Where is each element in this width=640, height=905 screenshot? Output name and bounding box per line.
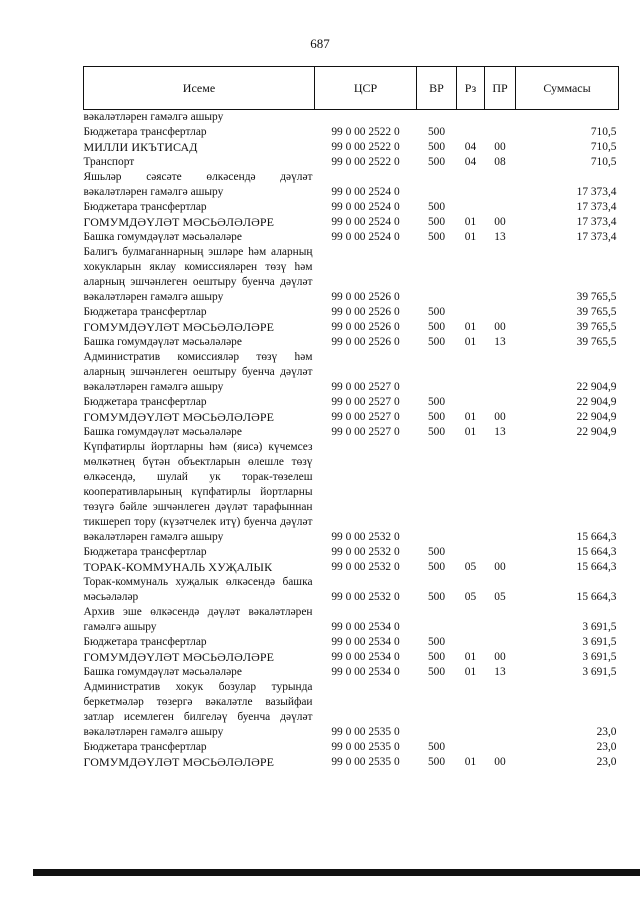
- table-row: [84, 320, 619, 335]
- cell-sum: 710,5: [590, 156, 617, 168]
- cell-csr: 99 0 00 2527 0: [331, 396, 400, 408]
- cell-pr: 13: [494, 231, 506, 243]
- cell-vr: 500: [427, 636, 446, 648]
- cell-csr: 99 0 00 2524 0: [331, 231, 400, 243]
- cell-vr: [417, 245, 457, 305]
- table-row: [84, 395, 619, 410]
- cell-rz: [457, 110, 485, 126]
- cell-pr: 00: [494, 411, 506, 423]
- cell-sum: 3 691,5: [582, 621, 617, 633]
- cell-pr: 13: [494, 666, 506, 678]
- budget-table-container: [83, 66, 618, 770]
- table-row: [84, 245, 619, 305]
- column-header-csr: ЦСР: [315, 67, 417, 110]
- cell-csr: 99 0 00 2532 0: [331, 561, 400, 573]
- cell-csr: 99 0 00 2522 0: [331, 156, 400, 168]
- cell-name: Бюджетара трансфертлар: [83, 306, 207, 318]
- table-row: [84, 755, 619, 770]
- cell-vr: 500: [427, 651, 446, 663]
- cell-sum: 22 904,9: [576, 426, 617, 438]
- table-row: [84, 110, 619, 126]
- cell-sum: 3 691,5: [582, 666, 617, 678]
- cell-pr: 00: [494, 756, 506, 768]
- cell-pr: 08: [494, 156, 506, 168]
- cell-sum: 39 765,5: [576, 336, 617, 348]
- cell-csr: 99 0 00 2535 0: [331, 726, 400, 738]
- cell-csr: 99 0 00 2526 0: [331, 291, 400, 303]
- cell-vr: 500: [427, 756, 446, 768]
- cell-csr: 99 0 00 2526 0: [331, 306, 400, 318]
- cell-vr: [417, 170, 457, 200]
- cell-sum: 23,0: [596, 756, 617, 768]
- cell-pr: [485, 350, 516, 395]
- cell-name: Бюджетара трансфертлар: [83, 636, 207, 648]
- table-row: [84, 140, 619, 155]
- cell-pr: [485, 740, 516, 755]
- cell-sum: 22 904,9: [576, 411, 617, 423]
- cell-csr: [315, 110, 417, 126]
- cell-name: Бюджетара трансфертлар: [83, 546, 207, 558]
- table-row: [84, 575, 619, 605]
- cell-sum: 39 765,5: [576, 321, 617, 333]
- table-row: [84, 740, 619, 755]
- cell-rz: 01: [464, 231, 477, 243]
- cell-sum: 15 664,3: [576, 591, 617, 603]
- cell-name: ГОМУМДӘҮЛӘТ МӘСЬӘЛӘЛӘРЕ: [83, 650, 275, 664]
- cell-rz: [457, 740, 485, 755]
- cell-rz: [457, 350, 485, 395]
- cell-pr: 00: [494, 651, 506, 663]
- cell-rz: 01: [464, 321, 477, 333]
- cell-csr: 99 0 00 2527 0: [331, 426, 400, 438]
- cell-pr: 05: [494, 591, 506, 603]
- cell-vr: 500: [427, 561, 446, 573]
- table-row: [84, 560, 619, 575]
- cell-name: Административ комиссияләр төзү һәм аларның эшчәнлеген оештыру буенча дәүләт вәкаләтләрен гамәлгә ашыру: [83, 351, 313, 393]
- cell-sum: 17 373,4: [576, 231, 617, 243]
- cell-vr: 500: [427, 666, 446, 678]
- cell-pr: [485, 125, 516, 140]
- cell-name: Башка гомумдәүләт мәсьәләләре: [83, 666, 242, 678]
- cell-name: Бюджетара трансфертлар: [83, 396, 207, 408]
- cell-rz: [457, 305, 485, 320]
- cell-name: Бюджетара трансфертлар: [83, 741, 207, 753]
- table-row: [84, 680, 619, 740]
- cell-name: Административ хокук бозулар турында беркетмәләр төзергә вәкаләтле вазыйфаи затлар исемлеген билгеләү буенча дәүләт вәкаләтләрен гамәлгә ашыру: [83, 681, 313, 738]
- cell-csr: 99 0 00 2522 0: [331, 141, 400, 153]
- cell-pr: [485, 680, 516, 740]
- cell-vr: 500: [427, 321, 446, 333]
- cell-vr: 500: [427, 336, 446, 348]
- cell-vr: [417, 350, 457, 395]
- cell-pr: [485, 200, 516, 215]
- cell-csr: 99 0 00 2524 0: [331, 201, 400, 213]
- cell-vr: 500: [427, 126, 446, 138]
- cell-rz: [457, 395, 485, 410]
- cell-name: Башка гомумдәүләт мәсьәләләре: [83, 231, 242, 243]
- cell-rz: [457, 440, 485, 545]
- cell-name: Транспорт: [83, 156, 135, 168]
- table-row: [84, 200, 619, 215]
- cell-sum: 710,5: [590, 126, 617, 138]
- cell-sum: 15 664,3: [576, 531, 617, 543]
- cell-pr: 00: [494, 216, 506, 228]
- cell-sum: 15 664,3: [576, 561, 617, 573]
- cell-sum: 22 904,9: [576, 396, 617, 408]
- cell-pr: 00: [494, 141, 506, 153]
- cell-name: МИЛЛИ ИКЪТИСАД: [83, 140, 198, 154]
- table-row: [84, 635, 619, 650]
- page-number: 687: [310, 36, 330, 51]
- cell-pr: [485, 440, 516, 545]
- cell-vr: 500: [427, 411, 446, 423]
- cell-name: Башка гомумдәүләт мәсьәләләре: [83, 426, 242, 438]
- cell-csr: 99 0 00 2527 0: [331, 381, 400, 393]
- column-header-vr: ВР: [417, 67, 457, 110]
- cell-rz: 01: [464, 756, 477, 768]
- cell-name: Яшьләр сәясәте өлкәсендә дәүләт вәкаләтләрен гамәлгә ашыру: [83, 171, 313, 198]
- cell-csr: 99 0 00 2535 0: [331, 756, 400, 768]
- cell-vr: 500: [427, 216, 446, 228]
- cell-name: ГОМУМДӘҮЛӘТ МӘСЬӘЛӘЛӘРЕ: [83, 755, 275, 769]
- cell-vr: [417, 110, 457, 126]
- cell-csr: 99 0 00 2524 0: [331, 216, 400, 228]
- table-row: [84, 605, 619, 635]
- cell-pr: [485, 605, 516, 635]
- cell-vr: 500: [427, 231, 446, 243]
- cell-sum: 39 765,5: [576, 306, 617, 318]
- cell-sum: 15 664,3: [576, 546, 617, 558]
- cell-name: Торак-коммуналь хуҗалык өлкәсендә башка мәсьәләләр: [83, 576, 313, 603]
- cell-csr: 99 0 00 2534 0: [331, 666, 400, 678]
- cell-csr: 99 0 00 2535 0: [331, 741, 400, 753]
- cell-sum: 17 373,4: [576, 186, 617, 198]
- cell-name: вәкаләтләрен гамәлгә ашыру: [83, 111, 224, 123]
- cell-rz: [457, 245, 485, 305]
- budget-table: [83, 66, 619, 770]
- cell-pr: 00: [494, 321, 506, 333]
- table-row: [84, 350, 619, 395]
- cell-csr: 99 0 00 2526 0: [331, 321, 400, 333]
- cell-csr: 99 0 00 2532 0: [331, 591, 400, 603]
- table-row: [84, 125, 619, 140]
- cell-rz: [457, 680, 485, 740]
- cell-vr: 500: [427, 741, 446, 753]
- cell-csr: 99 0 00 2522 0: [331, 126, 400, 138]
- cell-name: Бюджетара трансфертлар: [83, 201, 207, 213]
- table-row: [84, 230, 619, 245]
- cell-pr: [485, 545, 516, 560]
- cell-sum: 39 765,5: [576, 291, 617, 303]
- cell-rz: [457, 125, 485, 140]
- cell-sum: 3 691,5: [582, 636, 617, 648]
- cell-rz: 04: [464, 141, 477, 153]
- cell-sum: 17 373,4: [576, 201, 617, 213]
- cell-csr: 99 0 00 2532 0: [331, 546, 400, 558]
- table-header: [84, 67, 619, 110]
- cell-name: Архив эше өлкәсендә дәүләт вәкаләтләрен гамәлгә ашыру: [83, 606, 313, 633]
- table-row: [84, 335, 619, 350]
- cell-rz: 05: [464, 561, 477, 573]
- cell-pr: [485, 635, 516, 650]
- cell-name: ГОМУМДӘҮЛӘТ МӘСЬӘЛӘЛӘРЕ: [83, 410, 275, 424]
- cell-rz: [457, 545, 485, 560]
- cell-pr: [485, 170, 516, 200]
- cell-vr: 500: [427, 141, 446, 153]
- table-row: [84, 665, 619, 680]
- cell-rz: [457, 200, 485, 215]
- table-row: [84, 305, 619, 320]
- table-row: [84, 215, 619, 230]
- cell-name: Балигъ булмаганнарның эшләре һәм аларның хокукларын яклау комиссияләрен төзү һәм аларның эшчәнлеген оештыру буенча дәүләт вәкаләтләрен гамәлгә ашыру: [83, 246, 313, 303]
- cell-pr: 13: [494, 426, 506, 438]
- cell-name: ТОРАК-КОММУНАЛЬ ХУҖАЛЫК: [83, 560, 273, 574]
- cell-name: Күпфатирлы йортларны һәм (яисә) күчемсез мөлкәтнең бүтән объектларын өлешле төзү өлкәсендә, шулай ук торак-төзелеш кооперативларының күпфатирлы йортларны төзүгә бәйле эшчәнлеген дәүләт тарафыннан тикшереп тору (күзәтчелек итү) буенча дәүләт вәкаләтләрен гамәлгә ашыру: [83, 441, 313, 543]
- cell-vr: 500: [427, 591, 446, 603]
- cell-name: ГОМУМДӘҮЛӘТ МӘСЬӘЛӘЛӘРЕ: [83, 320, 275, 334]
- cell-csr: 99 0 00 2534 0: [331, 636, 400, 648]
- cell-vr: [417, 680, 457, 740]
- table-row: [84, 545, 619, 560]
- cell-csr: 99 0 00 2524 0: [331, 186, 400, 198]
- table-row: [84, 650, 619, 665]
- cell-sum: 710,5: [590, 141, 617, 153]
- cell-pr: [485, 110, 516, 126]
- cell-vr: [417, 440, 457, 545]
- table-body: [84, 110, 619, 771]
- table-row: [84, 155, 619, 170]
- cell-vr: 500: [427, 546, 446, 558]
- cell-vr: 500: [427, 201, 446, 213]
- cell-sum: 23,0: [596, 726, 617, 738]
- cell-rz: [457, 605, 485, 635]
- cell-sum: [516, 110, 619, 126]
- cell-rz: 01: [464, 666, 477, 678]
- cell-rz: 04: [464, 156, 477, 168]
- table-row: [84, 170, 619, 200]
- cell-csr: 99 0 00 2532 0: [331, 531, 400, 543]
- cell-vr: 500: [427, 306, 446, 318]
- scan-bottom-edge: [33, 869, 640, 876]
- cell-vr: 500: [427, 396, 446, 408]
- cell-name: Башка гомумдәүләт мәсьәләләре: [83, 336, 242, 348]
- cell-vr: [417, 605, 457, 635]
- cell-name: ГОМУМДӘҮЛӘТ МӘСЬӘЛӘЛӘРЕ: [83, 215, 275, 229]
- cell-pr: [485, 245, 516, 305]
- cell-rz: 01: [464, 426, 477, 438]
- table-row: [84, 410, 619, 425]
- cell-csr: 99 0 00 2526 0: [331, 336, 400, 348]
- cell-sum: 3 691,5: [582, 651, 617, 663]
- table-row: [84, 440, 619, 545]
- cell-rz: [457, 170, 485, 200]
- cell-rz: 01: [464, 216, 477, 228]
- cell-csr: 99 0 00 2534 0: [331, 651, 400, 663]
- header-row: [84, 67, 619, 110]
- cell-sum: 23,0: [596, 741, 617, 753]
- cell-vr: 500: [427, 156, 446, 168]
- cell-name: Бюджетара трансфертлар: [83, 126, 207, 138]
- cell-sum: 22 904,9: [576, 381, 617, 393]
- column-header-pr: ПР: [485, 67, 516, 110]
- cell-rz: 01: [464, 336, 477, 348]
- cell-rz: 01: [464, 651, 477, 663]
- cell-rz: [457, 635, 485, 650]
- cell-sum: 17 373,4: [576, 216, 617, 228]
- cell-rz: 05: [464, 591, 477, 603]
- cell-pr: [485, 395, 516, 410]
- table-row: [84, 425, 619, 440]
- cell-rz: 01: [464, 411, 477, 423]
- cell-csr: 99 0 00 2534 0: [331, 621, 400, 633]
- cell-vr: 500: [427, 426, 446, 438]
- column-header-sum: Суммасы: [516, 67, 619, 110]
- column-header-name: Исеме: [84, 67, 315, 110]
- column-header-rz: Рз: [457, 67, 485, 110]
- cell-pr: 00: [494, 561, 506, 573]
- cell-csr: 99 0 00 2527 0: [331, 411, 400, 423]
- cell-pr: [485, 305, 516, 320]
- cell-pr: 13: [494, 336, 506, 348]
